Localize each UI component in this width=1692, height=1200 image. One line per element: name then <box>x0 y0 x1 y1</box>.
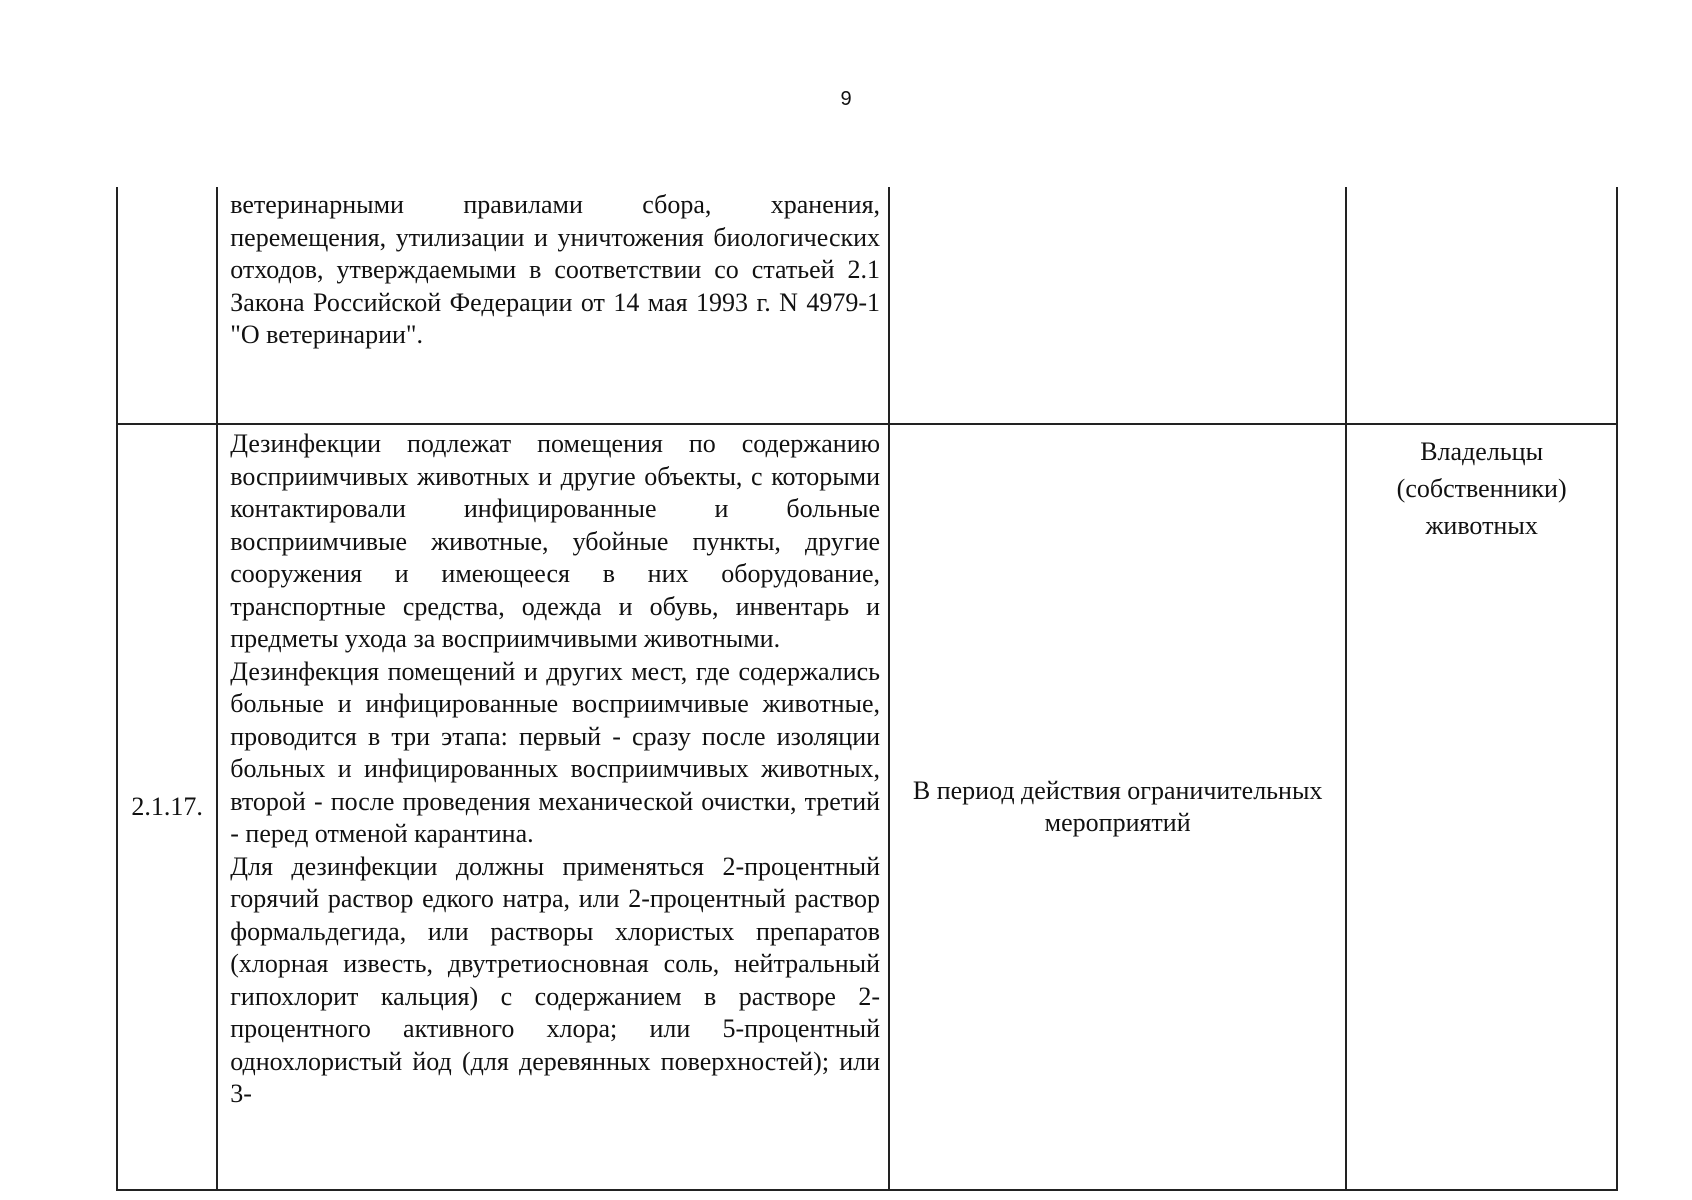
measure-text <box>217 424 889 1190</box>
term-cell <box>889 187 1346 424</box>
measure-paragraph: ветеринарными правилами сбора, хранения, перемещения, утилизации и уничтожения биологических отходов, утверждаемыми в соответствии со статьей 2.1 Закона Российской Федерации от 14 мая 1993 г. N 4979-1 "О ветеринарии". <box>230 190 881 349</box>
measure-paragraph: Для дезинфекции должны применяться 2-процентный горячий раствор едкого натра, или 2-процентный раствор формальдегида, или растворы хлористых препаратов (хлорная известь, двутретиосновная соль, нейтральный гипохлорит кальция) с содержанием в растворе 2-процентного активного хлора; или 5-процентный однохлористый йод (для деревянных поверхностей); или 3- <box>230 851 881 1108</box>
row-number: 2.1.17. <box>117 424 217 1190</box>
table-row <box>117 424 1617 1190</box>
measure-paragraph: Дезинфекция помещений и других мест, где содержались больные и инфицированные восприимчивые животные, проводится в три этапа: первый - сразу после изоляции больных и инфицированных восприимчивых животных, второй - после проведения механической очистки, третий - перед отменой карантина. <box>230 656 881 848</box>
responsible-cell <box>1346 187 1617 424</box>
term-cell: В период действия ограничительных мероприятий <box>889 424 1346 1190</box>
responsible-cell: Владельцы (собственники) животных <box>1346 424 1617 1190</box>
measure-paragraph: Дезинфекции подлежат помещения по содержанию восприимчивых животных и другие объекты, с которыми контактировали инфицированные и больные восприимчивые животные, убойные пункты, другие сооружения и имеющееся в них оборудование, транспортные средства, одежда и обувь, инвентарь и предметы ухода за восприимчивыми животными. <box>230 429 881 653</box>
measures-table <box>116 187 1618 1191</box>
page-number: 9 <box>840 88 852 110</box>
row-number <box>117 187 217 424</box>
table-row <box>117 187 1617 424</box>
measure-text <box>217 187 889 424</box>
